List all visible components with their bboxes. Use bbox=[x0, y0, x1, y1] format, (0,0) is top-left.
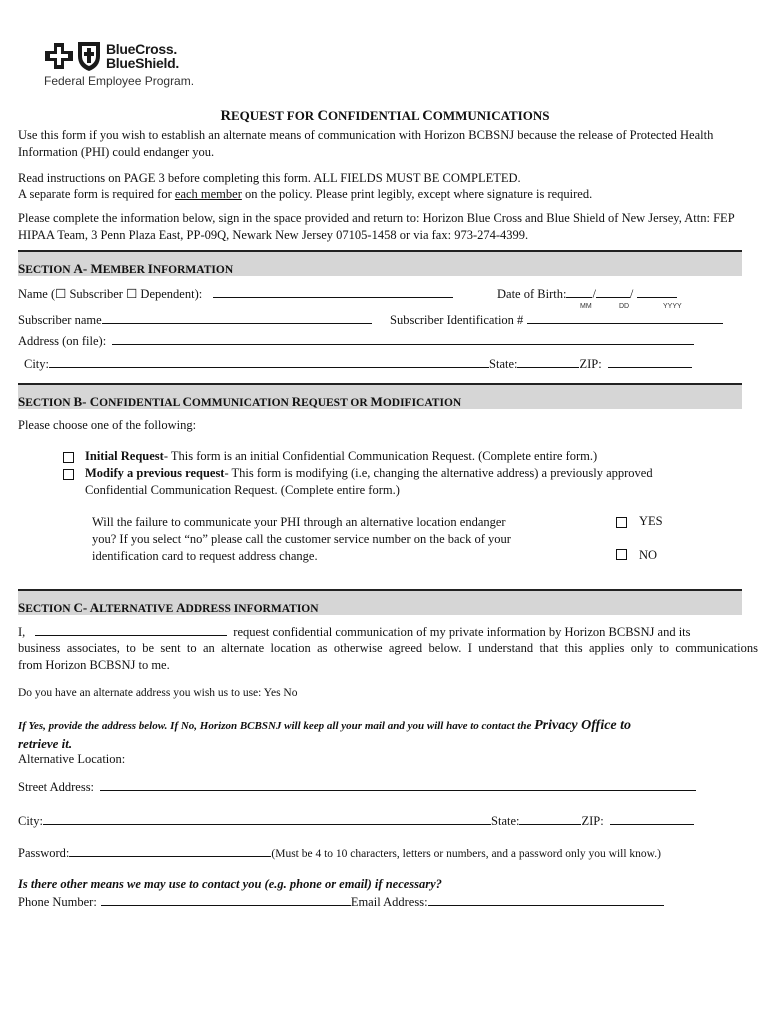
alt-city-state-zip-row: City: State: ZIP: bbox=[18, 813, 694, 829]
dob-month-field[interactable] bbox=[566, 286, 592, 298]
section-a-header: SECTION A- MEMBER INFORMATION bbox=[18, 250, 742, 276]
logo-brand-name: BlueCross. BlueShield. bbox=[106, 41, 179, 71]
alternative-location-label: Alternative Location: bbox=[18, 752, 126, 766]
modify-request-label: Modify a previous request- This form is modifying (i.e, changing the alternative address) a previously approved bbox=[85, 466, 653, 480]
address-row: Address (on file): bbox=[18, 333, 694, 349]
subscriber-id-field[interactable] bbox=[527, 312, 723, 324]
blue-shield-icon bbox=[76, 40, 102, 72]
modify-request-checkbox[interactable] bbox=[63, 469, 74, 480]
contact-row: Phone Number: Email Address: bbox=[18, 894, 664, 910]
alt-zip-field[interactable] bbox=[610, 813, 694, 825]
yes-checkbox[interactable] bbox=[616, 517, 627, 528]
subscriber-id-row: Subscriber Identification # bbox=[390, 312, 723, 328]
request-statement-line2: business associates, to be sent to an alternate location as otherwise agreed below. I understand that this applies only to communications bbox=[18, 641, 758, 655]
modify-request-label-cont: Confidential Communication Request. (Complete entire form.) bbox=[85, 483, 400, 497]
requester-name-field[interactable] bbox=[35, 624, 227, 636]
separate-form-note: A separate form is required for each member on the policy. Please print legibly, except where signature is required. bbox=[18, 187, 593, 201]
email-address-field[interactable] bbox=[428, 894, 664, 906]
dependent-checkbox[interactable]: ☐ bbox=[126, 287, 138, 301]
dob-year-field[interactable] bbox=[637, 286, 677, 298]
if-yes-instruction: If Yes, provide the address below. If No, Horizon BCBSNJ will keep all your mail and you will have to contact the Privacy Office to bbox=[18, 718, 632, 733]
city-field[interactable] bbox=[49, 356, 489, 368]
section-c-header: SECTION C- ALTERNATIVE ADDRESS INFORMATION bbox=[18, 589, 742, 615]
street-address-row: Street Address: bbox=[18, 779, 696, 795]
return-address-paragraph: Please complete the information below, sign in the space provided and return to: Horizon Blue Cross and Blue Shield of New Jersey, Attn: FEP HIPAA Team, 3 Penn Plaza East, PP-09Q, Newark New Jersey 07105-1458 or via fax: 973-274-4399. bbox=[18, 211, 735, 242]
password-field[interactable] bbox=[69, 845, 271, 857]
name-field[interactable] bbox=[213, 286, 453, 298]
endanger-question-line1: Will the failure to communicate your PHI through an alternative location endanger bbox=[92, 515, 506, 529]
other-means-question: Is there other means we may use to contact you (e.g. phone or email) if necessary? bbox=[18, 877, 442, 891]
state-field[interactable] bbox=[517, 356, 579, 368]
if-yes-instruction-cont: retrieve it. bbox=[18, 736, 73, 751]
request-statement-line1: I, request confidential communication of my private information by Horizon BCBSNJ and its bbox=[18, 625, 691, 639]
alt-state-field[interactable] bbox=[519, 813, 581, 825]
subscriber-name-field[interactable] bbox=[102, 312, 372, 324]
subscriber-name-row: Subscriber name bbox=[18, 312, 372, 328]
intro-paragraph: Use this form if you wish to establish an alternate means of communication with Horizon BCBSNJ because the release of Protected Health Information (PHI) could endanger you. bbox=[18, 128, 714, 159]
dob-mm-hint: MM bbox=[580, 303, 592, 310]
password-row: Password: (Must be 4 to 10 characters, letters or numbers, and a password only you will know.) bbox=[18, 846, 661, 860]
initial-request-checkbox[interactable] bbox=[63, 452, 74, 463]
page-title: REQUEST FOR CONFIDENTIAL COMMUNICATIONS bbox=[220, 108, 550, 124]
endanger-question-line2: you? If you select “no” please call the customer service number on the back of your bbox=[92, 532, 511, 546]
alt-city-field[interactable] bbox=[43, 813, 491, 825]
instructions-line: Read instructions on PAGE 3 before completing this form. ALL FIELDS MUST BE COMPLETED. bbox=[18, 171, 521, 185]
dob-yyyy-hint: YYYY bbox=[663, 303, 682, 310]
alternate-address-question: Do you have an alternate address you wish us to use: Yes No bbox=[18, 687, 298, 699]
subscriber-checkbox[interactable]: ☐ bbox=[55, 287, 67, 301]
address-field[interactable] bbox=[112, 333, 694, 345]
dob-row: Date of Birth: / / bbox=[497, 286, 677, 302]
bcbs-logo bbox=[44, 40, 244, 94]
city-state-zip-row: City: State: ZIP: bbox=[24, 356, 692, 372]
yes-label: YES bbox=[639, 514, 663, 528]
request-statement-line3: from Horizon BCBSNJ to me. bbox=[18, 658, 170, 672]
blue-cross-icon bbox=[44, 42, 74, 70]
dob-day-field[interactable] bbox=[596, 286, 630, 298]
no-checkbox[interactable] bbox=[616, 549, 627, 560]
endanger-question-line3: identification card to request address change. bbox=[92, 549, 318, 563]
zip-field[interactable] bbox=[608, 356, 692, 368]
logo-subtitle: Federal Employee Program. bbox=[44, 74, 195, 88]
dob-dd-hint: DD bbox=[619, 303, 630, 310]
section-b-header: SECTION B- CONFIDENTIAL COMMUNICATION REQUEST OR MODIFICATION bbox=[18, 383, 742, 409]
initial-request-label: Initial Request- This form is an initial Confidential Communication Request. (Complete entire form.) bbox=[85, 449, 598, 463]
name-row: Name (☐ Subscriber ☐ Dependent): bbox=[18, 286, 453, 302]
no-label: NO bbox=[639, 548, 658, 562]
street-address-field[interactable] bbox=[100, 779, 696, 791]
choose-instruction: Please choose one of the following: bbox=[18, 418, 197, 432]
phone-number-field[interactable] bbox=[101, 894, 351, 906]
